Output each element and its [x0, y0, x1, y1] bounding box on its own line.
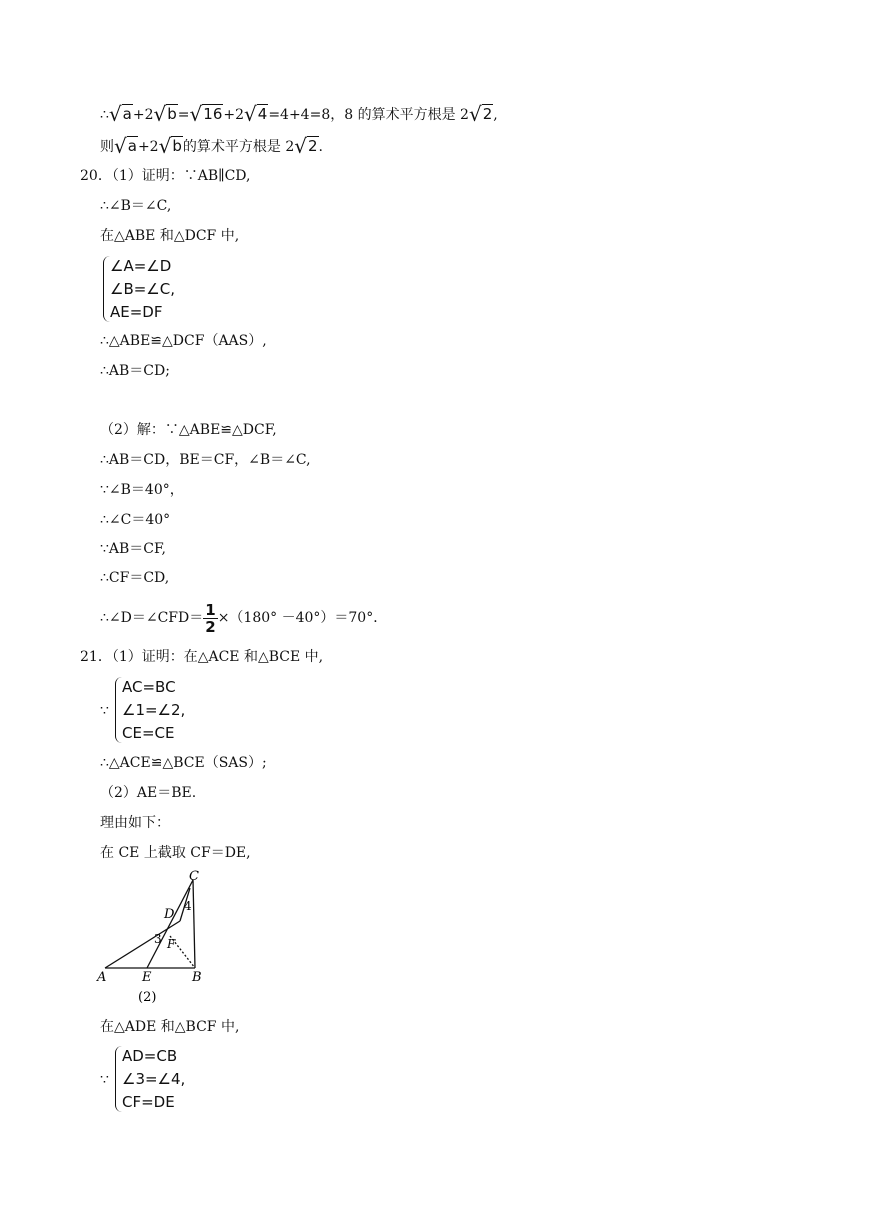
- system-row: AD=CB: [122, 1047, 178, 1065]
- label-4: 4: [184, 899, 192, 913]
- q20-line: ∴∠C＝40°: [100, 512, 171, 528]
- label-f: F: [167, 937, 176, 951]
- q20-line: 在△ABE 和△DCF 中,: [100, 228, 240, 244]
- q20-line: ∴△ABE≌△DCF（AAS）,: [100, 333, 267, 349]
- label-a: A: [97, 970, 107, 985]
- radicand-2: 2: [482, 105, 493, 123]
- plus-two: +2: [137, 139, 159, 155]
- q21-heading: 21．（1）证明：在△ACE 和△BCE 中,: [80, 649, 324, 665]
- q21-line: （2）AE＝BE.: [100, 785, 197, 801]
- system-row: ∠A=∠D: [110, 257, 172, 275]
- equals: =: [177, 107, 190, 123]
- radicand-b: b: [167, 105, 177, 123]
- sqrt-icon: √: [158, 134, 172, 158]
- radicand-2: 2: [307, 137, 318, 155]
- sqrt-icon: √: [189, 102, 203, 126]
- q21-line: 理由如下：: [100, 815, 170, 831]
- fraction-one-half: [203, 602, 217, 635]
- punct: .: [318, 139, 323, 155]
- equation-system: [122, 676, 185, 745]
- equation-system: [110, 255, 175, 324]
- q20-line: ∴CF＝CD,: [100, 570, 170, 586]
- sqrt-icon: √: [294, 134, 307, 158]
- q20-line: ∴AB＝CD;: [100, 363, 170, 379]
- then-word: 则: [100, 139, 114, 155]
- system-row: CE=CE: [122, 724, 175, 742]
- sqrt-icon: √: [108, 102, 122, 126]
- line-text: ×（180° －40°）＝70°．: [217, 610, 388, 626]
- line-text: ∴∠D＝∠CFD＝: [100, 610, 204, 626]
- plus-two: +2: [132, 107, 154, 123]
- label-b: B: [192, 970, 202, 985]
- equation-system: [122, 1045, 185, 1114]
- because-symbol: ∵: [100, 703, 109, 719]
- radicand-4: 4: [257, 105, 268, 123]
- radicand-16: 16: [203, 105, 223, 123]
- q21-line: 在 CE 上截取 CF＝DE,: [100, 845, 251, 861]
- sqrt-icon: √: [114, 134, 127, 158]
- label-d: D: [164, 907, 175, 922]
- q20-line: ∴AB＝CD，BE＝CF，∠B＝∠C,: [100, 452, 311, 468]
- q20-part2-heading: （2）解：∵△ABE≌△DCF,: [100, 422, 277, 438]
- because-symbol: ∵: [100, 1072, 109, 1088]
- system-row: ∠1=∠2,: [122, 701, 186, 719]
- system-row: ∠B=∠C,: [110, 280, 175, 298]
- q20-line: ∵AB＝CF,: [100, 541, 167, 557]
- punct: ,: [493, 107, 498, 123]
- therefore-symbol: ∴: [100, 107, 109, 123]
- q20-final-line: [100, 600, 387, 636]
- plus-two: +2: [223, 107, 245, 123]
- sqrt-icon: √: [468, 102, 482, 126]
- system-row: CF=DE: [122, 1093, 175, 1111]
- q20-line: ∴∠B＝∠C,: [100, 198, 172, 214]
- line-text: 的算术平方根是 2: [182, 139, 295, 155]
- triangle-figure: [92, 868, 222, 1008]
- radicand-a: a: [122, 105, 132, 123]
- radicand-a: a: [127, 137, 137, 155]
- system-row: ∠3=∠4,: [122, 1070, 186, 1088]
- q21-line: ∴△ACE≌△BCE（SAS）;: [100, 755, 267, 771]
- label-c: C: [189, 869, 199, 884]
- q20-heading: 20．（1）证明：∵AB∥CD,: [80, 168, 251, 184]
- sqrt-icon: √: [153, 102, 167, 126]
- sqrt-icon: √: [244, 102, 257, 126]
- radicand-b: b: [172, 137, 182, 155]
- system-row: AE=DF: [110, 303, 163, 321]
- q21-line: 在△ADE 和△BCF 中,: [100, 1019, 240, 1035]
- system-row: AC=BC: [122, 678, 176, 696]
- line-sqrt-result: [100, 136, 323, 157]
- denominator: 2: [205, 617, 216, 636]
- label-e: E: [142, 970, 152, 985]
- numerator: 1: [205, 600, 216, 619]
- label-3: 3: [154, 932, 162, 946]
- q20-line: ∵∠B＝40°，: [100, 482, 184, 498]
- figure-caption: (2): [138, 990, 157, 1005]
- line-sqrt-sum: [100, 104, 498, 125]
- line-text: =4+4=8，8 的算术平方根是 2: [268, 107, 469, 123]
